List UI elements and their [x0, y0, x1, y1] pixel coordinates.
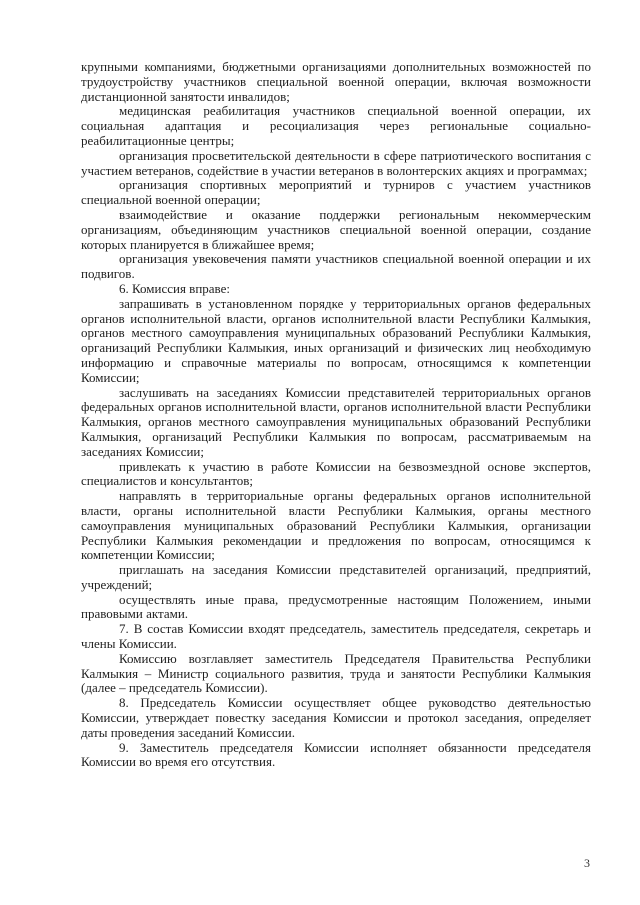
paragraph: приглашать на заседания Комиссии представителей организаций, предприятий, учреждений;	[81, 562, 591, 592]
paragraph: организация просветительской деятельности в сфере патриотического воспитания с участием ветеранов, содействие в участии ветеранов в волонтерских акциях и программах;	[81, 147, 591, 178]
paragraph: запрашивать в установленном порядке у территориальных органов федеральных органов исполнительной власти, органов исполнительной власти Республики Калмыкия, органов местного самоуправления муниципальных образований Республики Калмыкия, организаций Республики Калмыкия, иных организаций и физических лиц необходимую информацию и справочные материалы по вопросам, относящимся к компетенции Комиссии;	[81, 295, 591, 385]
paragraph: Комиссию возглавляет заместитель Председателя Правительства Республики Калмыкия – Министр социального развития, труда и занятости Республики Калмыкия (далее – председатель Комиссии).	[81, 650, 591, 696]
paragraph: крупными компаниями, бюджетными организациями дополнительных возможностей по трудоустройству участников специальной военной операции, включая возможности дистанционной занятости инвалидов;	[81, 59, 591, 104]
paragraph: медицинская реабилитация участников специальной военной операции, их социальная адаптация и ресоциализация через региональные социально-реабилитационные центры;	[81, 103, 591, 148]
paragraph: организация спортивных мероприятий и турниров с участием участников специальной военной операции;	[81, 177, 591, 208]
paragraph: привлекать к участию в работе Комиссии на безвозмездной основе экспертов, специалистов и консультантов;	[81, 458, 591, 489]
paragraph: 8. Председатель Комиссии осуществляет общее руководство деятельностью Комиссии, утверждает повестку заседания Комиссии и протокол заседания, определяет даты проведения заседаний Комиссии.	[81, 695, 591, 740]
section-heading: 6. Комиссия вправе:	[119, 280, 230, 296]
paragraph: взаимодействие и оказание поддержки региональным некоммерческим организациям, объединяющим участников специальной военной операции, создание которых планируется в ближайшее время;	[81, 206, 591, 252]
paragraph: направлять в территориальные органы федеральных органов исполнительной власти, органы исполнительной власти Республики Калмыкия, органы местного самоуправления муниципальных образований Республики Калмыкия, организации Республики Калмыкия рекомендации и предложения по вопросам, относящимся к компетенции Комиссии;	[81, 488, 591, 563]
page-number: 3	[584, 856, 590, 870]
paragraph: заслушивать на заседаниях Комиссии представителей территориальных органов федеральных органов исполнительной власти, органов исполнительной власти Республики Калмыкия, органов местного самоуправления муниципальных образований Республики Калмыкия, организаций Республики Калмыкия по вопросам, рассматриваемым на заседаниях Комиссии;	[81, 384, 591, 459]
paragraph: организация увековечения памяти участников специальной военной операции и их подвигов.	[81, 251, 591, 282]
paragraph: 9. Заместитель председателя Комиссии исполняет обязанности председателя Комиссии во время его отсутствия.	[81, 739, 591, 770]
document-page	[81, 60, 591, 770]
paragraph: 7. В состав Комиссии входят председатель, заместитель председателя, секретарь и члены Комиссии.	[81, 621, 591, 652]
paragraph: осуществлять иные права, предусмотренные настоящим Положением, иными правовыми актами.	[81, 591, 591, 622]
